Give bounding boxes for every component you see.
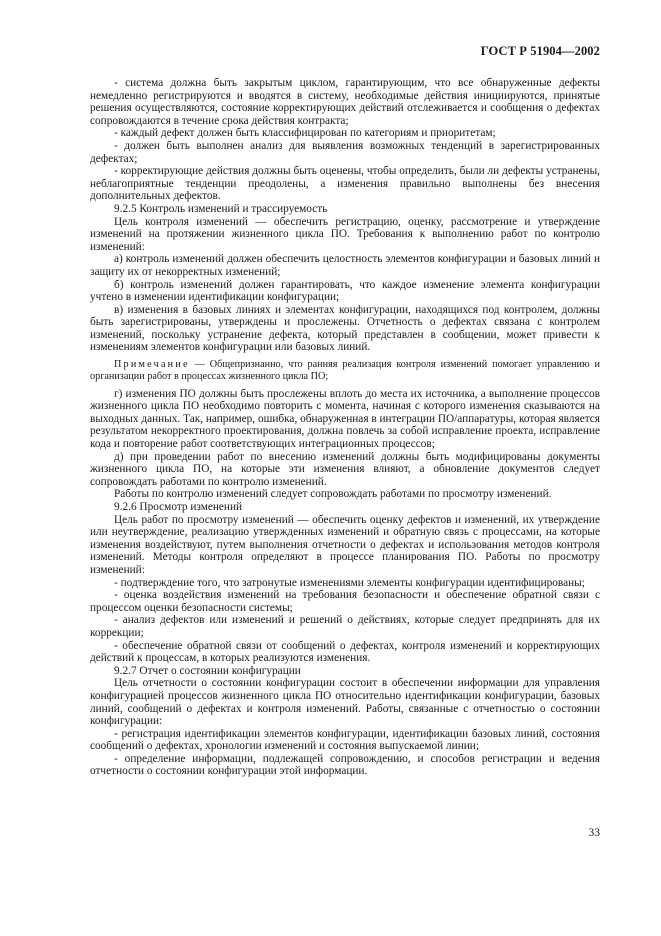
paragraph: Работы по контролю изменений следует сопровождать работами по просмотру изменений. [114,488,552,501]
paragraph: б) контроль изменений должен гарантировать, что каждое изменение элемента конфигурации учтено в изменении идентификации конфигурации; [90,278,600,304]
paragraph: д) при проведении работ по внесению изменений должны быть модифицированы документы жизненного цикла ПО, на которые эти изменения влияют, а обновление документов следует сопровождать работами по контролю изменений. [90,450,600,488]
note [90,359,600,383]
paragraph: - подтверждение того, что затронутые изменениями элементы конфигурации идентифицированы; [114,576,585,589]
paragraph: Цель отчетности о состоянии конфигурации состоит в обеспечении информации для управления конфигурацией процессов жизненного цикла ПО относительно идентификации конфигурации, базовых линий, сообщений о дефектах и контроля изменений. Работы, связанные с отчетностью о состоянии конфигурации: [90,677,600,728]
document-body [90,77,600,778]
note-label: Примечание [114,359,190,371]
paragraph: - должен быть выполнен анализ для выявления возможных тенденций в зарегистрированных дефектах; [90,139,600,165]
standard-code-header: ГОСТ Р 51904—2002 [480,44,600,58]
paragraph: - определение информации, подлежащей сопровождению, и способов регистрации и ведения отчетности о состоянии конфигурации этой информации. [90,752,600,778]
paragraph: - корректирующие действия должны быть оценены, чтобы определить, были ли дефекты устранены, неблагоприятные тенденции преодолены, а изменения правильно выполнены без внесения дополнительных дефектов. [90,165,600,203]
paragraph: - каждый дефект должен быть классифицирован по категориям и приоритетам; [114,127,496,140]
paragraph: - система должна быть закрытым циклом, гарантирующим, что все обнаруженные дефекты немедленно регистрируются и вводятся в систему, необходимые действия инициируются, принятые решения осуществляются, состояние корректирующих действий отслеживается и сообщения о дефектах сопровождаются в течение срока действия контракта; [90,77,600,127]
paragraph: - регистрация идентификации элементов конфигурации, идентификации базовых линий, состояния сообщений о дефектах, хронологии изменений и состояния выпускаемой линии; [90,727,600,753]
paragraph: Цель работ по просмотру изменений — обеспечить оценку дефектов и изменений, их утверждение или неутверждение, реализацию утвержденных изменений и обратную связь с процессами, на которые изменения воздействуют, путем выполнения отчетности о дефектах и использования методов контроля изменений. Методы контроля определяют в процессе планирования ПО. Работы по просмотру изменений: [90,513,600,576]
section-heading: 9.2.6 Просмотр изменений [114,501,243,513]
note-text: — Общепризнанно, что ранняя реализация контроля изменений помогает управлению и организации работ в процессах жизненного цикла ПО; [90,359,600,382]
paragraph: Цель контроля изменений — обеспечить регистрацию, оценку, рассмотрение и утверждение изменений на протяжении жизненного цикла ПО. Требования к выполнению работ по контролю изменений: [90,215,600,253]
paragraph: - анализ дефектов или изменений и решений о действиях, которые следует предпринять для их коррекции; [90,614,600,639]
paragraph: - обеспечение обратной связи от сообщений о дефектах, контроля изменений и корректирующих действий к процессам, в которых реализуются изменения. [90,639,600,665]
paragraph: в) изменения в базовых линиях и элементах конфигурации, находящихся под контролем, должны быть зарегистрированы, утверждены и прослежены. Отчетность о дефектах связана с контролем изменений, поскольку устранение дефекта, который представлен в сообщении, может привести к изменениям элементов конфигурации или базовых линий. [90,303,600,354]
page-number: 33 [588,827,600,839]
paragraph: - оценка воздействия изменений на требования безопасности и обеспечение обратной связи с процессом оценки безопасности системы; [90,589,600,614]
section-heading: 9.2.5 Контроль изменений и трассируемость [114,202,328,215]
paragraph: г) изменения ПО должны быть прослежены вплоть до места их источника, а выполнение процессов жизненного цикла ПО необходимо повторить с момента, начиная с которого изменения сказываются на выходных данных. Так, например, ошибка, обнаруженная в интеграции ПО/аппаратуры, которая является результатом некорректного проектирования, должна повлечь за собой исправление проекта, исправление кода и повторение работ соответствующих интеграционных процессов; [90,387,600,451]
section-heading: 9.2.7 Отчет о состоянии конфигурации [114,664,301,677]
paragraph: а) контроль изменений должен обеспечить целостность элементов конфигурации и базовых линий и защиту их от некорректных изменений; [90,253,600,278]
